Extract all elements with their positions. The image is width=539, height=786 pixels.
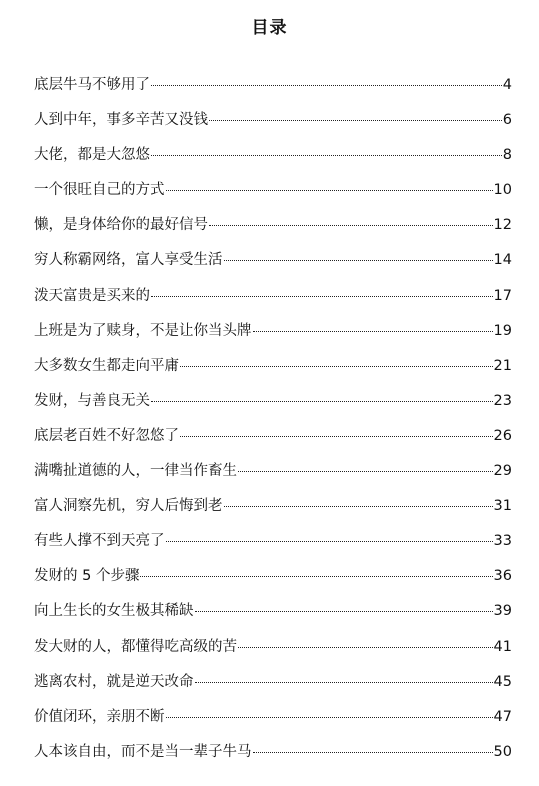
dot-leader [224, 259, 493, 261]
toc-entry-title: 大佬，都是大忽悠 [34, 147, 150, 164]
toc-entry-title: 懒，是身体给你的最好信号 [34, 217, 208, 234]
toc-entry-page: 26 [493, 427, 512, 444]
dot-leader [238, 470, 493, 472]
toc-entry[interactable] [34, 173, 512, 208]
toc-entry[interactable] [34, 68, 512, 103]
toc-entry-title: 逃离农村，就是逆天改命 [34, 673, 194, 690]
toc-entry-title: 泼天富贵是买来的 [34, 287, 150, 304]
toc-entry[interactable] [34, 103, 512, 138]
toc-entry-title: 价值闭环，亲朋不断 [34, 708, 165, 725]
toc-entry[interactable] [34, 279, 512, 314]
toc-entry-page: 36 [493, 568, 512, 585]
toc-entry-page: 50 [493, 743, 512, 760]
toc-entry-title: 发大财的人，都懂得吃高级的苦 [34, 638, 237, 655]
dot-leader [195, 610, 493, 612]
toc-entry-page: 17 [493, 287, 512, 304]
dot-leader [151, 84, 502, 86]
toc-entry-page: 6 [502, 112, 512, 129]
dot-leader [140, 575, 492, 577]
toc-entry-page: 31 [493, 498, 512, 515]
toc-entry-page: 33 [493, 533, 512, 550]
toc-entry-title: 一个很旺自己的方式 [34, 182, 165, 199]
toc-entry-title: 发财的 5 个步骤 [34, 568, 140, 585]
dot-leader [195, 681, 493, 683]
toc-entry-title: 底层老百姓不好忽悠了 [34, 427, 179, 444]
toc-entry-title: 满嘴扯道德的人，一律当作畜生 [34, 463, 237, 480]
toc-entry[interactable] [34, 243, 512, 278]
toc-entry-title: 大多数女生都走向平庸 [34, 357, 179, 374]
toc-entry[interactable] [34, 665, 512, 700]
toc-entry-page: 39 [493, 603, 512, 620]
toc-entry-title: 穷人称霸网络，富人享受生活 [34, 252, 223, 269]
toc-entry-title: 底层牛马不够用了 [34, 77, 150, 93]
toc-entry-page: 4 [502, 77, 512, 93]
toc-entry[interactable] [34, 700, 512, 735]
toc-entry-page: 45 [493, 673, 512, 690]
toc-entry-title: 富人洞察先机，穷人后悔到老 [34, 498, 223, 515]
toc-entry-title: 上班是为了赎身，不是让你当头牌 [34, 322, 252, 339]
toc-title: 目录 [251, 18, 288, 38]
toc-list [34, 68, 512, 770]
dot-leader [151, 400, 493, 402]
toc-entry[interactable] [34, 594, 512, 629]
toc-entry-page: 12 [493, 217, 512, 234]
toc-entry[interactable] [34, 384, 512, 419]
toc-entry-title: 人到中年，事多辛苦又没钱 [34, 112, 208, 129]
toc-entry-page: 14 [493, 252, 512, 269]
dot-leader [224, 505, 493, 507]
toc-entry[interactable] [34, 559, 512, 594]
toc-entry[interactable] [34, 630, 512, 665]
toc-entry[interactable] [34, 419, 512, 454]
toc-entry[interactable] [34, 454, 512, 489]
toc-entry-page: 29 [493, 463, 512, 480]
dot-leader [151, 154, 502, 156]
toc-entry-page: 41 [493, 638, 512, 655]
toc-entry-page: 19 [493, 322, 512, 339]
dot-leader [253, 751, 493, 753]
toc-entry-page: 47 [493, 708, 512, 725]
toc-entry[interactable] [34, 349, 512, 384]
dot-leader [151, 295, 493, 297]
toc-entry[interactable] [34, 489, 512, 524]
toc-entry-title: 有些人撑不到天亮了 [34, 533, 165, 550]
toc-entry-page: 8 [502, 147, 512, 164]
dot-leader [166, 189, 493, 191]
toc-entry[interactable] [34, 138, 512, 173]
dot-leader [209, 224, 493, 226]
dot-leader [180, 365, 493, 367]
dot-leader [253, 330, 493, 332]
dot-leader [209, 119, 502, 121]
dot-leader [166, 540, 493, 542]
toc-entry-title: 人本该自由，而不是当一辈子牛马 [34, 743, 252, 760]
toc-entry-page: 21 [493, 357, 512, 374]
toc-entry-page: 10 [493, 182, 512, 199]
dot-leader [180, 435, 493, 437]
toc-entry-title: 向上生长的女生极其稀缺 [34, 603, 194, 620]
toc-entry-title: 发财，与善良无关 [34, 392, 150, 409]
toc-entry[interactable] [34, 735, 512, 770]
toc-entry-page: 23 [493, 392, 512, 409]
dot-leader [238, 646, 493, 648]
dot-leader [166, 716, 493, 718]
toc-entry[interactable] [34, 314, 512, 349]
toc-entry[interactable] [34, 524, 512, 559]
toc-entry[interactable] [34, 208, 512, 243]
